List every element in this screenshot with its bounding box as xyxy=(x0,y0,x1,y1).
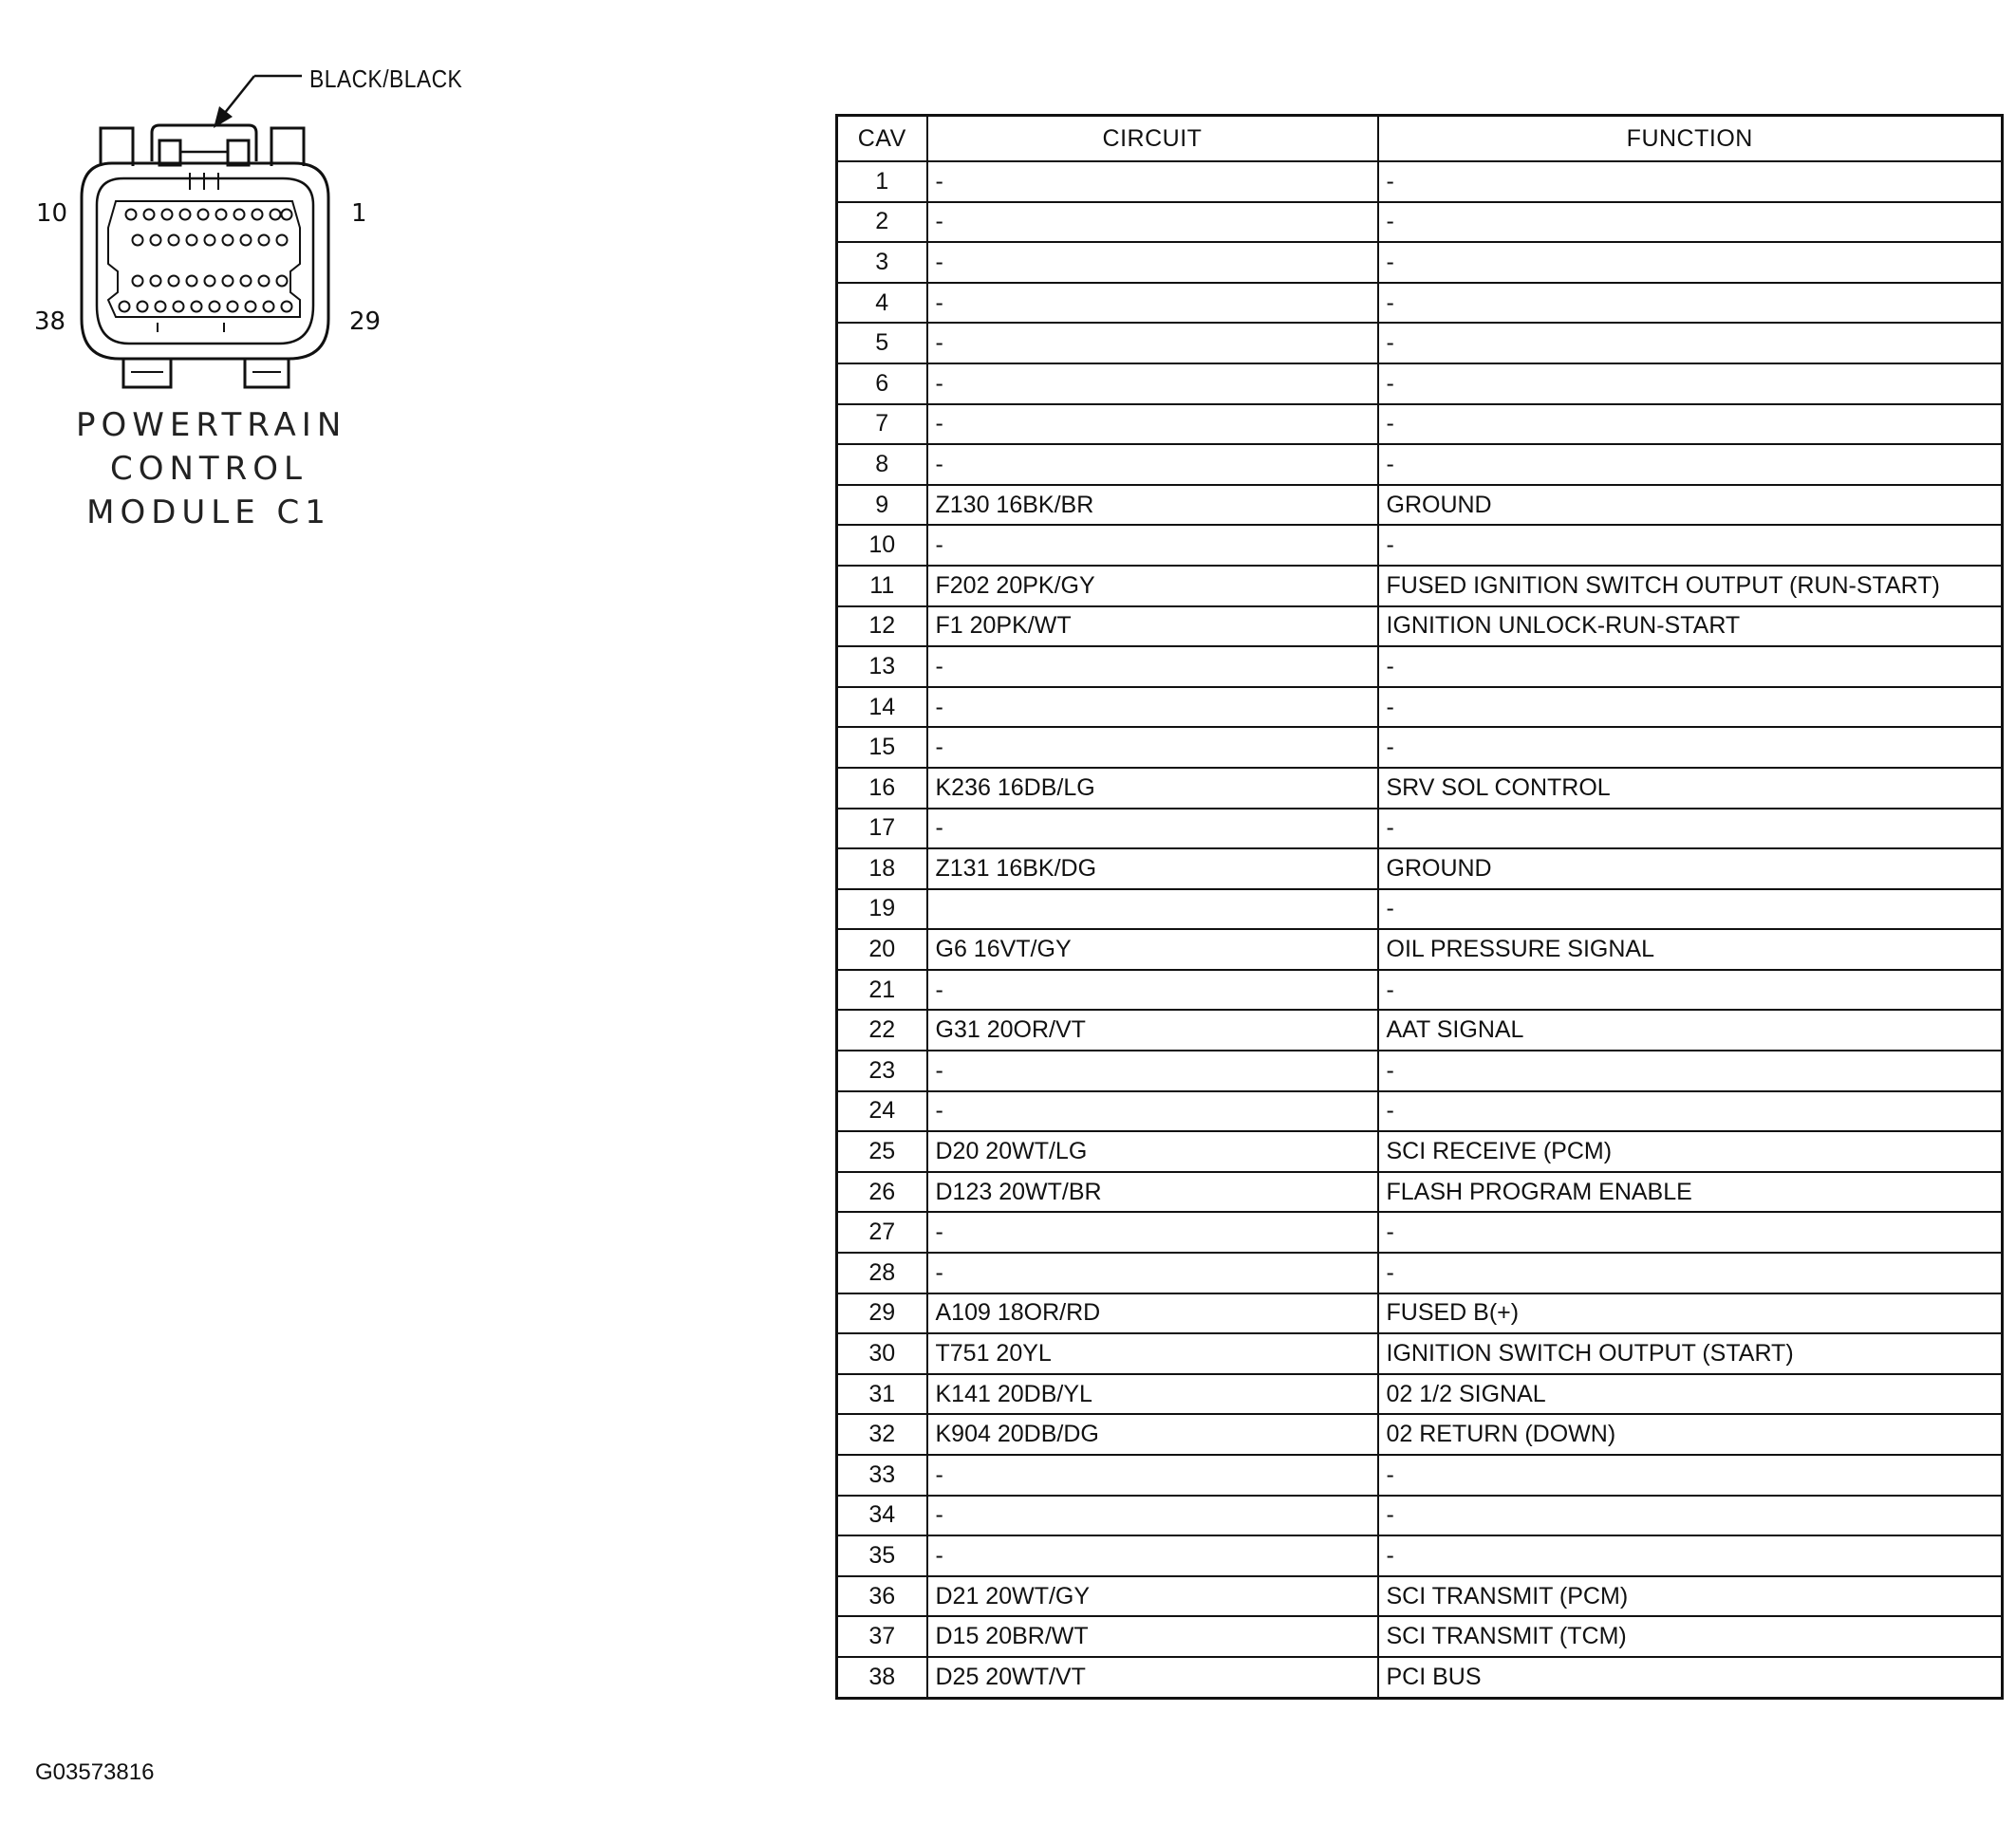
circuit-cell: - xyxy=(927,1496,1378,1536)
table-row xyxy=(837,1535,2003,1576)
function-cell: - xyxy=(1378,687,2003,728)
table-row xyxy=(837,1657,2003,1698)
table-row xyxy=(837,202,2003,243)
connector-title-line-2: CONTROL xyxy=(109,450,308,488)
function-cell: - xyxy=(1378,283,2003,324)
header-cav: CAV xyxy=(837,116,927,162)
function-cell: 02 RETURN (DOWN) xyxy=(1378,1414,2003,1455)
circuit-cell: - xyxy=(927,1091,1378,1132)
function-cell: SCI RECEIVE (PCM) xyxy=(1378,1131,2003,1172)
function-cell: OIL PRESSURE SIGNAL xyxy=(1378,929,2003,970)
function-cell: - xyxy=(1378,1496,2003,1536)
table-row xyxy=(837,727,2003,768)
cav-cell: 28 xyxy=(837,1253,927,1293)
function-cell: - xyxy=(1378,889,2003,930)
function-cell: - xyxy=(1378,323,2003,363)
function-cell: GROUND xyxy=(1378,848,2003,889)
table-row xyxy=(837,485,2003,526)
cav-cell: 26 xyxy=(837,1172,927,1213)
table-row xyxy=(837,1131,2003,1172)
table-row xyxy=(837,646,2003,687)
function-cell: FUSED B(+) xyxy=(1378,1293,2003,1334)
function-cell: - xyxy=(1378,525,2003,566)
cav-cell: 33 xyxy=(837,1455,927,1496)
cav-cell: 14 xyxy=(837,687,927,728)
function-cell: SCI TRANSMIT (TCM) xyxy=(1378,1616,2003,1657)
circuit-cell: - xyxy=(927,323,1378,363)
table-row xyxy=(837,1010,2003,1051)
circuit-cell: - xyxy=(927,161,1378,202)
header-circuit: CIRCUIT xyxy=(927,116,1378,162)
cav-cell: 5 xyxy=(837,323,927,363)
function-cell: FLASH PROGRAM ENABLE xyxy=(1378,1172,2003,1213)
cav-cell: 7 xyxy=(837,404,927,445)
pin-label-10: 10 xyxy=(36,199,68,228)
connector-diagram xyxy=(0,0,532,569)
circuit-cell: T751 20YL xyxy=(927,1333,1378,1374)
cav-cell: 34 xyxy=(837,1496,927,1536)
circuit-cell: K141 20DB/YL xyxy=(927,1374,1378,1415)
table-row xyxy=(837,363,2003,404)
pinout-table-container xyxy=(835,114,2001,1700)
function-cell: - xyxy=(1378,1455,2003,1496)
circuit-cell xyxy=(927,889,1378,930)
function-cell: - xyxy=(1378,1535,2003,1576)
circuit-cell: - xyxy=(927,1455,1378,1496)
function-cell: - xyxy=(1378,363,2003,404)
function-cell: AAT SIGNAL xyxy=(1378,1010,2003,1051)
function-cell: - xyxy=(1378,646,2003,687)
table-row xyxy=(837,1414,2003,1455)
function-cell: SCI TRANSMIT (PCM) xyxy=(1378,1576,2003,1617)
function-cell: - xyxy=(1378,242,2003,283)
connector-title-line-1: POWERTRAIN xyxy=(76,406,347,444)
function-cell: SRV SOL CONTROL xyxy=(1378,768,2003,809)
function-cell: - xyxy=(1378,404,2003,445)
table-row xyxy=(837,1051,2003,1091)
circuit-cell: - xyxy=(927,202,1378,243)
cav-cell: 21 xyxy=(837,970,927,1011)
function-cell: - xyxy=(1378,1253,2003,1293)
circuit-cell: - xyxy=(927,1212,1378,1253)
cav-cell: 3 xyxy=(837,242,927,283)
table-row xyxy=(837,768,2003,809)
function-cell: - xyxy=(1378,161,2003,202)
circuit-cell: - xyxy=(927,444,1378,485)
function-cell: - xyxy=(1378,1051,2003,1091)
table-row xyxy=(837,1212,2003,1253)
connector-color-label: BLACK/BLACK xyxy=(309,65,463,93)
cav-cell: 9 xyxy=(837,485,927,526)
cav-cell: 19 xyxy=(837,889,927,930)
cav-cell: 22 xyxy=(837,1010,927,1051)
function-cell: GROUND xyxy=(1378,485,2003,526)
cav-cell: 36 xyxy=(837,1576,927,1617)
cav-cell: 20 xyxy=(837,929,927,970)
function-cell: - xyxy=(1378,727,2003,768)
pin-label-38: 38 xyxy=(34,307,66,336)
cav-cell: 27 xyxy=(837,1212,927,1253)
table-row xyxy=(837,242,2003,283)
cav-cell: 12 xyxy=(837,606,927,647)
cav-cell: 8 xyxy=(837,444,927,485)
figure-id: G03573816 xyxy=(35,1759,155,1785)
connector-title-line-3: MODULE C1 xyxy=(86,493,331,531)
table-row xyxy=(837,525,2003,566)
table-row xyxy=(837,444,2003,485)
table-row xyxy=(837,566,2003,606)
function-cell: FUSED IGNITION SWITCH OUTPUT (RUN-START) xyxy=(1378,566,2003,606)
cav-cell: 15 xyxy=(837,727,927,768)
cav-cell: 29 xyxy=(837,1293,927,1334)
table-row xyxy=(837,283,2003,324)
table-row xyxy=(837,1091,2003,1132)
table-row xyxy=(837,1374,2003,1415)
cav-cell: 30 xyxy=(837,1333,927,1374)
pin-label-1: 1 xyxy=(351,199,367,228)
circuit-cell: Z130 16BK/BR xyxy=(927,485,1378,526)
circuit-cell: - xyxy=(927,283,1378,324)
circuit-cell: F1 20PK/WT xyxy=(927,606,1378,647)
cav-cell: 6 xyxy=(837,363,927,404)
function-cell: IGNITION UNLOCK-RUN-START xyxy=(1378,606,2003,647)
circuit-cell: - xyxy=(927,525,1378,566)
pin-label-29: 29 xyxy=(349,307,382,336)
header-function: FUNCTION xyxy=(1378,116,2003,162)
circuit-cell: - xyxy=(927,687,1378,728)
table-row xyxy=(837,687,2003,728)
cav-cell: 35 xyxy=(837,1535,927,1576)
table-header-row xyxy=(837,116,2003,162)
cav-cell: 25 xyxy=(837,1131,927,1172)
cav-cell: 17 xyxy=(837,809,927,849)
circuit-cell: - xyxy=(927,1535,1378,1576)
table-row xyxy=(837,1172,2003,1213)
circuit-cell: Z131 16BK/DG xyxy=(927,848,1378,889)
table-row xyxy=(837,970,2003,1011)
circuit-cell: D123 20WT/BR xyxy=(927,1172,1378,1213)
cav-cell: 1 xyxy=(837,161,927,202)
table-row xyxy=(837,323,2003,363)
cav-cell: 37 xyxy=(837,1616,927,1657)
table-row xyxy=(837,929,2003,970)
cav-cell: 31 xyxy=(837,1374,927,1415)
cav-cell: 23 xyxy=(837,1051,927,1091)
table-row xyxy=(837,1293,2003,1334)
table-row xyxy=(837,1576,2003,1617)
function-cell: IGNITION SWITCH OUTPUT (START) xyxy=(1378,1333,2003,1374)
cav-cell: 18 xyxy=(837,848,927,889)
circuit-cell: K904 20DB/DG xyxy=(927,1414,1378,1455)
function-cell: - xyxy=(1378,444,2003,485)
circuit-cell: A109 18OR/RD xyxy=(927,1293,1378,1334)
circuit-cell: - xyxy=(927,970,1378,1011)
circuit-cell: D25 20WT/VT xyxy=(927,1657,1378,1698)
cav-cell: 16 xyxy=(837,768,927,809)
cav-cell: 32 xyxy=(837,1414,927,1455)
table-row xyxy=(837,404,2003,445)
circuit-cell: - xyxy=(927,809,1378,849)
function-cell: - xyxy=(1378,202,2003,243)
table-row xyxy=(837,1253,2003,1293)
circuit-cell: - xyxy=(927,242,1378,283)
cav-cell: 24 xyxy=(837,1091,927,1132)
table-row xyxy=(837,1616,2003,1657)
table-row xyxy=(837,161,2003,202)
table-row xyxy=(837,1455,2003,1496)
pinout-table xyxy=(835,114,2004,1700)
cav-cell: 38 xyxy=(837,1657,927,1698)
cav-cell: 4 xyxy=(837,283,927,324)
circuit-cell: D20 20WT/LG xyxy=(927,1131,1378,1172)
circuit-cell: - xyxy=(927,1051,1378,1091)
cav-cell: 10 xyxy=(837,525,927,566)
function-cell: - xyxy=(1378,809,2003,849)
cav-cell: 2 xyxy=(837,202,927,243)
function-cell: - xyxy=(1378,970,2003,1011)
cav-cell: 11 xyxy=(837,566,927,606)
circuit-cell: D15 20BR/WT xyxy=(927,1616,1378,1657)
circuit-cell: G31 20OR/VT xyxy=(927,1010,1378,1051)
circuit-cell: - xyxy=(927,727,1378,768)
circuit-cell: D21 20WT/GY xyxy=(927,1576,1378,1617)
circuit-cell: - xyxy=(927,1253,1378,1293)
circuit-cell: - xyxy=(927,363,1378,404)
function-cell: PCI BUS xyxy=(1378,1657,2003,1698)
circuit-cell: F202 20PK/GY xyxy=(927,566,1378,606)
table-body xyxy=(837,161,2003,1698)
table-row xyxy=(837,848,2003,889)
table-row xyxy=(837,606,2003,647)
table-row xyxy=(837,809,2003,849)
table-row xyxy=(837,1333,2003,1374)
cav-cell: 13 xyxy=(837,646,927,687)
function-cell: - xyxy=(1378,1091,2003,1132)
function-cell: - xyxy=(1378,1212,2003,1253)
function-cell: 02 1/2 SIGNAL xyxy=(1378,1374,2003,1415)
circuit-cell: - xyxy=(927,404,1378,445)
circuit-cell: G6 16VT/GY xyxy=(927,929,1378,970)
circuit-cell: K236 16DB/LG xyxy=(927,768,1378,809)
table-row xyxy=(837,1496,2003,1536)
circuit-cell: - xyxy=(927,646,1378,687)
table-row xyxy=(837,889,2003,930)
